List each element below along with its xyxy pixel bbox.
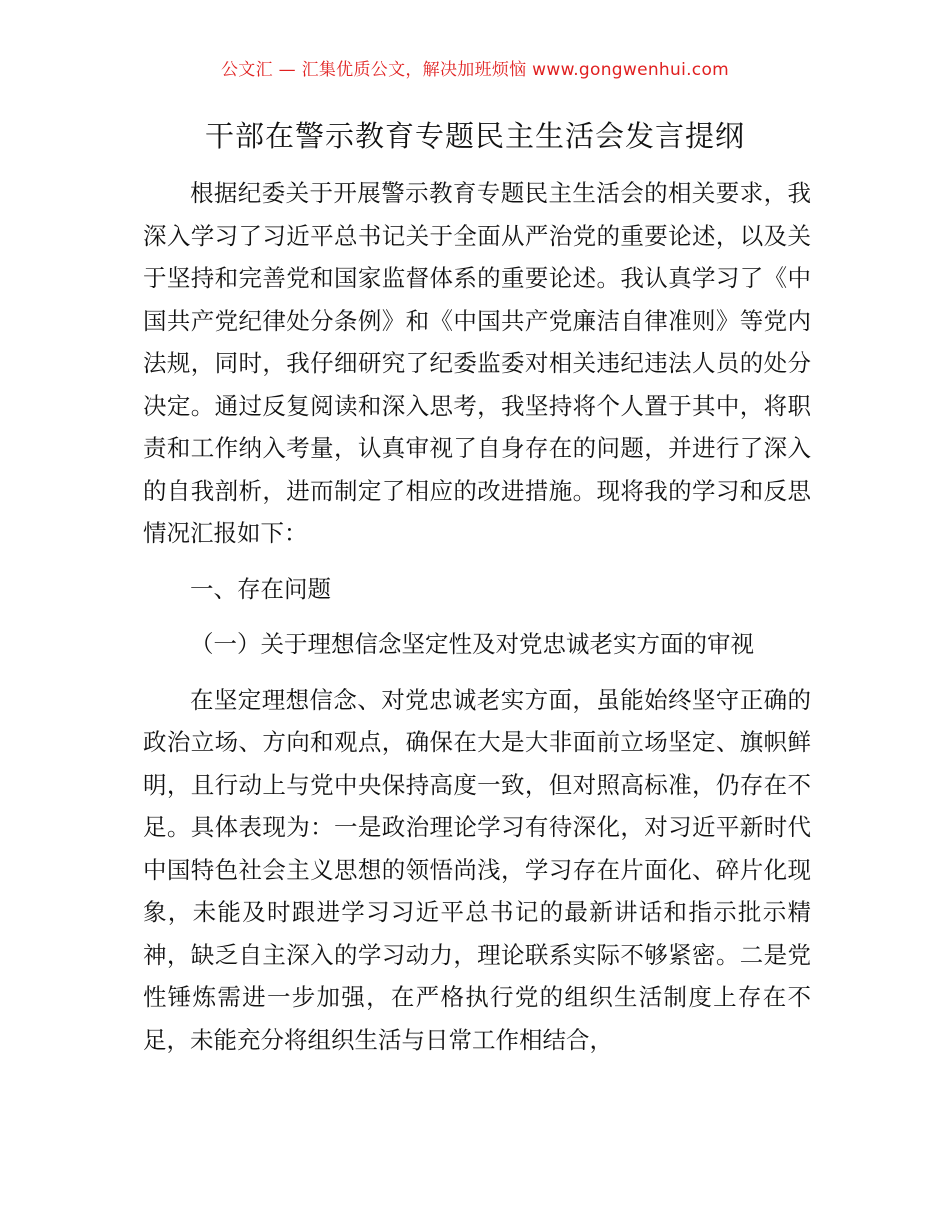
site-banner: 公文汇 — 汇集优质公文，解决加班烦恼 www.gongwenhui.com — [220, 60, 730, 80]
section-heading: 一、存在问题 — [190, 574, 331, 603]
subsection-heading: （一）关于理想信念坚定性及对党忠诚老实方面的审视 — [190, 630, 754, 658]
spacer — [143, 555, 811, 568]
subsection-paragraph: 在坚定理想信念、对党忠诚老实方面，虽能始终坚守正确的政治立场、方向和观点，确保在大是大非面前立场坚定、旗帜鲜明，且行动上与党中央保持高度一致，但对照高标准，仍存在不足。具体表现为：一是政治理论学习有待深化，对习近平新时代中国特色社会主义思想的领悟尚浅，学习存在片面化、碎片化现象，未能及时跟进学习习近平总书记的最新讲话和指示批示精神，缺乏自主深入的学习动力，理论联系实际不够紧密。二是党性锤炼需进一步加强，在严格执行党的组织生活制度上存在不足，未能充分将组织生活与日常工作相结合， — [143, 685, 811, 1054]
document-body — [143, 172, 811, 1061]
spacer — [143, 666, 811, 679]
page-title: 干部在警示教育专题民主生活会发言提纲 — [204, 119, 745, 153]
intro-paragraph: 根据纪委关于开展警示教育专题民主生活会的相关要求，我深入学习了习近平总书记关于全面从严治党的重要论述，以及关于坚持和完善党和国家监督体系的重要论述。我认真学习了《中国共产党纪律处分条例》和《中国共产党廉洁自律准则》等党内法规，同时，我仔细研究了纪委监委对相关违纪违法人员的处分决定。通过反复阅读和深入思考，我坚持将个人置于其中，将职责和工作纳入考量，认真审视了自身存在的问题，并进行了深入的自我剖析，进而制定了相应的改进措施。现将我的学习和反思情况汇报如下： — [143, 179, 811, 547]
spacer — [143, 610, 811, 623]
